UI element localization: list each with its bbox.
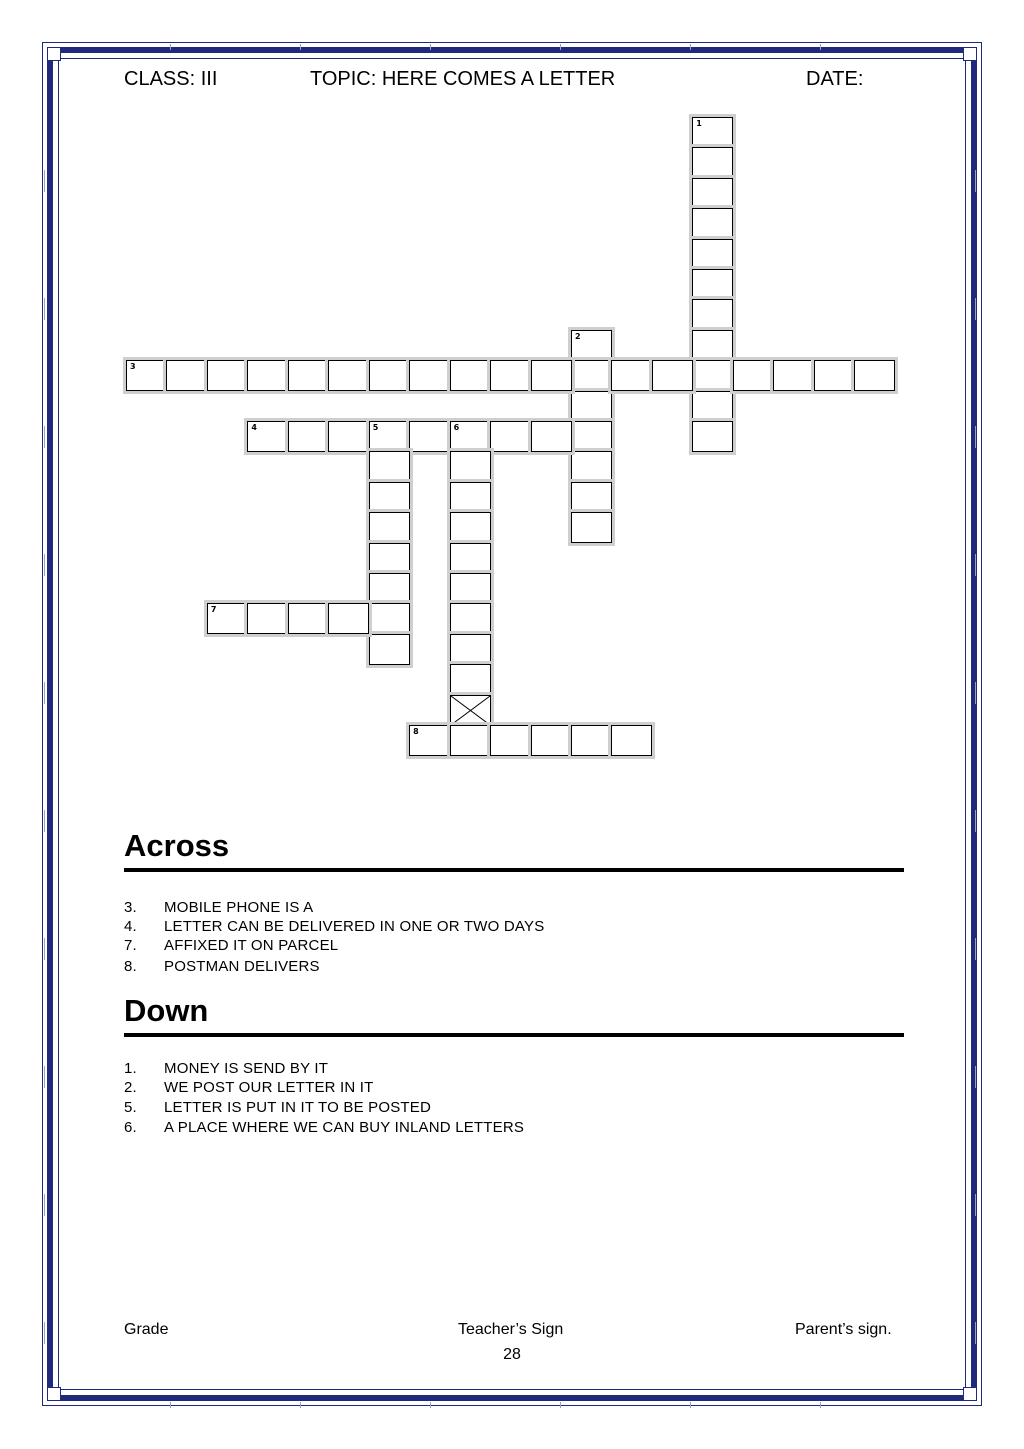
- crossword-cell[interactable]: [692, 147, 733, 178]
- crossword-cell[interactable]: [692, 178, 733, 209]
- crossword-cell[interactable]: [369, 482, 410, 513]
- crossword-cell[interactable]: [369, 360, 410, 391]
- corner-ornament: [47, 1387, 61, 1401]
- crossword-cell[interactable]: [369, 634, 410, 665]
- clue-number: 1: [696, 119, 702, 128]
- crossword-cell[interactable]: [692, 330, 733, 361]
- crossword-cell[interactable]: [611, 360, 652, 391]
- crossword-cell[interactable]: [571, 330, 612, 361]
- crossword-cell[interactable]: [409, 421, 450, 452]
- border-tick: [44, 298, 45, 320]
- crossword-cell[interactable]: [571, 512, 612, 543]
- class-label: CLASS: III: [124, 68, 218, 90]
- crossword-cell[interactable]: [247, 360, 288, 391]
- crossword-cell[interactable]: [652, 360, 693, 391]
- crossword-cell[interactable]: [692, 360, 733, 391]
- crossword-cell[interactable]: [450, 573, 491, 604]
- border-tick: [975, 810, 976, 832]
- crossword-cell[interactable]: [126, 360, 167, 391]
- crossword-cell[interactable]: [450, 603, 491, 634]
- crossword-cell[interactable]: [369, 543, 410, 574]
- crossword-cell[interactable]: [692, 208, 733, 239]
- border-tick: [975, 1194, 976, 1216]
- crossword-cell[interactable]: [692, 269, 733, 300]
- crossword-cell[interactable]: [490, 360, 531, 391]
- crossword-cell[interactable]: [369, 512, 410, 543]
- crossword-cell[interactable]: [692, 421, 733, 452]
- crossword-cell[interactable]: [692, 391, 733, 422]
- border-tick: [975, 938, 976, 960]
- crossword-cell[interactable]: [369, 421, 410, 452]
- border-tick: [975, 554, 976, 576]
- border-tick: [975, 170, 976, 192]
- border-tick: [44, 170, 45, 192]
- crossword-cell[interactable]: [450, 543, 491, 574]
- crossword-cell[interactable]: [531, 360, 572, 391]
- crossword-cell[interactable]: [773, 360, 814, 391]
- border-tick: [44, 1194, 45, 1216]
- crossword-cell[interactable]: [733, 360, 774, 391]
- clue-number: 7: [210, 605, 217, 615]
- border-tick: [820, 44, 821, 50]
- crossword-cell[interactable]: [369, 573, 410, 604]
- crossword-cell[interactable]: [571, 391, 612, 422]
- crossword-cell[interactable]: [207, 360, 248, 391]
- border-tick: [44, 938, 45, 960]
- border-tick: [44, 554, 45, 576]
- border-tick: [300, 1402, 301, 1408]
- border-tick: [560, 1402, 561, 1408]
- border-tick: [44, 1322, 45, 1344]
- crossword-cell[interactable]: [531, 725, 572, 756]
- crossword-cell[interactable]: [409, 725, 450, 756]
- crossword-cell[interactable]: [328, 603, 369, 634]
- blocked-cross-icon: [451, 696, 490, 725]
- date-label: DATE:: [806, 68, 864, 90]
- clue-number: 5: [372, 423, 379, 432]
- crossword-cell[interactable]: [571, 725, 612, 756]
- down-clue: 2. WE POST OUR LETTER IN IT: [124, 1079, 374, 1096]
- crossword-cell[interactable]: [247, 421, 288, 452]
- crossword-cell[interactable]: [288, 603, 329, 634]
- crossword-cell[interactable]: [571, 451, 612, 482]
- border-tick: [820, 1402, 821, 1408]
- clue-number: 2: [574, 331, 581, 341]
- crossword-cell[interactable]: [450, 421, 491, 452]
- crossword-cell[interactable]: [490, 421, 531, 452]
- crossword-cell[interactable]: [450, 664, 491, 695]
- border-tick: [44, 810, 45, 832]
- crossword-cell[interactable]: [692, 239, 733, 270]
- down-clue: 5. LETTER IS PUT IN IT TO BE POSTED: [124, 1099, 432, 1116]
- border-tick: [975, 1066, 976, 1088]
- border-tick: [975, 682, 976, 704]
- border-tick: [975, 426, 976, 448]
- crossword-cell[interactable]: [571, 482, 612, 513]
- down-title: Down: [124, 993, 209, 1028]
- page-number: 28: [503, 1346, 521, 1363]
- border-tick: [975, 1322, 976, 1344]
- clue-number: 6: [453, 423, 460, 432]
- crossword-cell[interactable]: [571, 421, 612, 452]
- crossword-cell[interactable]: [369, 603, 410, 634]
- teacher-sign-label: Teacher’s Sign: [458, 1321, 564, 1338]
- clue-number: 4: [251, 423, 257, 432]
- crossword-cell[interactable]: [166, 360, 207, 391]
- across-clue: 4. LETTER CAN BE DELIVERED IN ONE OR TWO DAYS: [124, 918, 545, 935]
- crossword-cell[interactable]: [814, 360, 855, 391]
- crossword-cell[interactable]: [450, 360, 491, 391]
- across-rule: [124, 868, 904, 872]
- crossword-cell[interactable]: [247, 603, 288, 634]
- border-tick: [690, 1402, 691, 1408]
- parent-sign-label: Parent’s sign.: [795, 1321, 892, 1338]
- crossword-cell[interactable]: [531, 421, 572, 452]
- crossword-cell[interactable]: [450, 451, 491, 482]
- down-clue: 1. MONEY IS SEND BY IT: [124, 1060, 329, 1077]
- crossword-cell[interactable]: [692, 117, 733, 148]
- across-clue: 3. MOBILE PHONE IS A: [124, 899, 314, 916]
- border-tick: [44, 426, 45, 448]
- crossword-cell[interactable]: [854, 360, 895, 391]
- border-tick: [170, 44, 171, 50]
- crossword-cell[interactable]: [328, 421, 369, 452]
- blocked-cell: [450, 695, 491, 726]
- crossword-cell[interactable]: [328, 360, 369, 391]
- crossword-cell[interactable]: [450, 482, 491, 513]
- clue-number: 8: [413, 727, 419, 736]
- border-tick: [170, 1402, 171, 1408]
- across-clue: 7. AFFIXED IT ON PARCEL: [124, 937, 339, 954]
- crossword-cell[interactable]: [692, 299, 733, 330]
- crossword-cell[interactable]: [490, 725, 531, 756]
- grade-label: Grade: [124, 1321, 169, 1338]
- crossword-cell[interactable]: [571, 360, 612, 391]
- down-clue: 6. A PLACE WHERE WE CAN BUY INLAND LETTERS: [124, 1119, 525, 1136]
- crossword-cell[interactable]: [288, 360, 329, 391]
- border-tick: [44, 1066, 45, 1088]
- border-tick: [430, 44, 431, 50]
- down-rule: [124, 1033, 904, 1037]
- across-clue: 8. POSTMAN DELIVERS: [124, 958, 320, 975]
- crossword-cell[interactable]: [611, 725, 652, 756]
- border-tick: [44, 682, 45, 704]
- crossword-cell[interactable]: [450, 634, 491, 665]
- topic-label: TOPIC: HERE COMES A LETTER: [310, 68, 616, 90]
- across-title: Across: [124, 828, 230, 863]
- border-tick: [560, 44, 561, 50]
- crossword-cell[interactable]: [450, 725, 491, 756]
- crossword-cell[interactable]: [450, 512, 491, 543]
- border-tick: [975, 298, 976, 320]
- border-tick: [300, 44, 301, 50]
- border-tick: [430, 1402, 431, 1408]
- clue-number: 3: [130, 362, 136, 372]
- crossword-cell[interactable]: [409, 360, 450, 391]
- crossword-cell[interactable]: [288, 421, 329, 452]
- crossword-cell[interactable]: [369, 451, 410, 482]
- crossword-cell[interactable]: [207, 603, 248, 634]
- corner-ornament: [963, 1387, 977, 1401]
- border-tick: [690, 44, 691, 50]
